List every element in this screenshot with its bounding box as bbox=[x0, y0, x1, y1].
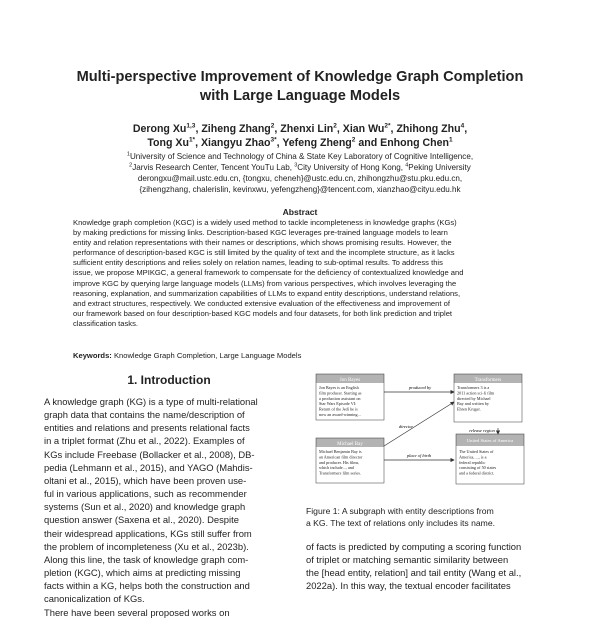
relation-label-release-region: release region bbox=[469, 428, 495, 433]
node-desc-line: which include..., and bbox=[319, 465, 354, 471]
paper-title-line-1: Multi-perspective Improvement of Knowledge Graph Completion bbox=[76, 69, 524, 85]
body-text-line: ful in various applications, such as recommender bbox=[44, 488, 247, 500]
node-desc-line: directed by Michael bbox=[457, 395, 491, 401]
abstract-line: our framework based on four description-based KGC models and four datasets, for both link prediction and triplet bbox=[73, 308, 453, 318]
body-text-line: their widespread applications, KGs still suffer from bbox=[44, 527, 252, 539]
node-desc-line: Bay and written by bbox=[457, 401, 489, 407]
node-desc-line: Ehren Kruger. bbox=[457, 406, 481, 412]
author-name: Ziheng Zhang$^2$, bbox=[201, 122, 281, 135]
node-desc-line: federal republic bbox=[459, 459, 486, 465]
body-text-line: Along this line, the task of knowledge graph com- bbox=[44, 553, 249, 565]
caption-line: Figure 1: A subgraph with entity descriptions from bbox=[306, 506, 494, 516]
abstract-line: performance of description-based KGC is still limited by the quality of text and the incomplete structure, as it lacks bbox=[73, 248, 455, 258]
node-desc-line: and producer. His films, bbox=[319, 459, 360, 465]
intro-right-column bbox=[306, 540, 556, 593]
author-name: Derong Xu$^{1,3}$, bbox=[132, 122, 202, 135]
keywords-label: Keywords: bbox=[73, 351, 112, 360]
node-desc-line: a production assistant on bbox=[319, 395, 361, 401]
relation-label-produced-by: produced by bbox=[408, 385, 432, 390]
node-header: United States of America bbox=[466, 438, 514, 443]
body-text-line: pedia (Lehmann et al., 2015), and YAGO (Mahdis- bbox=[44, 461, 253, 473]
section-heading: 1. Introduction bbox=[127, 373, 211, 387]
body-text-line: pletion (KGC), which aims at predicting missing bbox=[44, 567, 241, 579]
node-united-states bbox=[456, 434, 524, 484]
node-desc-line: now an award-winning... bbox=[319, 412, 361, 417]
body-text-line: systems (Sun et al., 2020) and knowledge graph bbox=[44, 501, 246, 513]
node-header: Transformers bbox=[474, 378, 502, 383]
caption-line: a KG. The text of relations only includes its name. bbox=[306, 518, 495, 528]
affiliation-line-1: $^1$University of Science and Technology of China & State Key Laboratory of Cognitive Intelligence, bbox=[126, 151, 474, 161]
abstract-line: improve KGC by querying large language models (LLMs) from various perspectives, which involves leveraging the bbox=[73, 278, 457, 288]
abstract-line: sufficient entity descriptions and relies solely on relation names, leading to sub-optimal results. To address this bbox=[73, 258, 443, 268]
node-header: Jon Bayes bbox=[339, 378, 361, 383]
node-desc-line: The United States of bbox=[459, 449, 494, 454]
edge-director bbox=[384, 402, 454, 446]
body-text-line: graph data that contains the name/description of bbox=[44, 409, 245, 421]
abstract-body bbox=[73, 218, 529, 329]
body-text-line: KGs include Freebase (Bollacker et al., 2008), DB- bbox=[44, 448, 255, 460]
abstract-line: and extract structures, respectively. We conducted extensive evaluation of the effectiveness and improvement of bbox=[73, 298, 450, 308]
body-text-line: question answer (Saxena et al., 2020). Despite bbox=[44, 514, 239, 526]
node-jon-bayes bbox=[316, 374, 384, 420]
paper-title bbox=[40, 68, 560, 106]
abstract-line: entity and relation representations with their names or descriptions, which shows promising results. However, the bbox=[73, 238, 452, 248]
affiliation-line-2: $^2$Jarvis Research Center, Tencent YouTu Lab, $^3$City University of Hong Kong, $^4$Peking University bbox=[129, 162, 471, 172]
author-name: Xian $Wu^{2*}$, bbox=[342, 122, 397, 135]
abstract-line: reasoning, explanation, and summarization capabilities of LLMs to expand entity descriptions, understand relations, bbox=[73, 288, 461, 298]
paper-title-line-2: with Large Language Models bbox=[199, 88, 401, 104]
body-text-line: of facts is predicted by computing a scoring function bbox=[306, 541, 522, 552]
body-text-line: oltani et al., 2015), which have been proven use- bbox=[44, 474, 247, 486]
node-desc-lines bbox=[319, 385, 362, 417]
node-desc-lines bbox=[457, 385, 495, 412]
node-desc-lines bbox=[459, 449, 496, 476]
node-desc-line: Jon Bayes is an English bbox=[319, 385, 359, 390]
node-desc-line: film producer. Starting as bbox=[319, 390, 362, 396]
body-text-line: facts within a KG, helps both the construction and bbox=[44, 580, 250, 592]
body-text-line: in a triplet format (Zhu et al., 2022). Examples of bbox=[44, 435, 245, 447]
node-desc-lines bbox=[319, 449, 363, 476]
author-list bbox=[40, 122, 560, 150]
abstract-line: Knowledge graph completion (KGC) is a widely used method to tackle incompleteness in knowledge graphs (KGs) bbox=[73, 218, 457, 227]
body-text-line: 2022a). In this way, the textual encoder facilitates bbox=[306, 580, 511, 592]
author-name: Enhong Chen$^1$ bbox=[380, 136, 453, 149]
node-desc-line: and a federal district. bbox=[459, 470, 495, 476]
body-text-line: entities and relations and presents relational facts bbox=[44, 422, 250, 434]
author-line-2 bbox=[40, 136, 560, 150]
body-text-line: of triplet or matching semantic similarity between bbox=[306, 554, 509, 566]
body-text-line: A knowledge graph (KG) is a type of multi-relational bbox=[44, 396, 258, 407]
node-michael-bay bbox=[316, 438, 384, 483]
figure-caption bbox=[306, 505, 556, 529]
body-text-line: There have been several proposed works on bbox=[44, 606, 230, 618]
author-name: Yefeng Zheng$^2$ and bbox=[282, 136, 381, 149]
author-name: Tong $Xu^{1*}$, bbox=[147, 136, 201, 149]
body-text-line: the [head entity, relation] and tail entity (Wang et al., bbox=[306, 567, 522, 579]
author-name: Zhihong Zhu$^4$, bbox=[396, 122, 468, 135]
relation-label-place-of-birth: place of birth bbox=[406, 453, 432, 458]
relation-label-director: director bbox=[398, 424, 414, 429]
author-name: Zhenxi Lin$^2$, bbox=[280, 122, 343, 135]
node-desc-line: Return of the Jedi he is bbox=[319, 406, 358, 412]
author-name: Xiangyu Zhao$^{3*}$, bbox=[200, 136, 283, 149]
author-line-1 bbox=[40, 122, 560, 136]
keywords-text: Knowledge Graph Completion, Large Language Models bbox=[111, 351, 302, 360]
figure-1-kg-subgraph bbox=[306, 368, 556, 498]
keywords bbox=[73, 351, 301, 360]
abstract-line: by making predictions for missing links. Description-based KGC leverages pre-trained language models to learn bbox=[73, 228, 448, 238]
abstract-heading: Abstract bbox=[282, 207, 318, 217]
body-text-line: the problem of incompleteness (Xu et al., 2023b). bbox=[44, 540, 249, 552]
affiliations bbox=[40, 151, 560, 195]
node-desc-line: an American film director bbox=[319, 454, 363, 460]
email-line-1: derongxu@mail.ustc.edu.cn, {tongxu, cheneh}@ustc.edu.cn, zhihongzhu@stu.pku.edu.cn, bbox=[137, 174, 463, 183]
intro-left-column bbox=[44, 395, 294, 619]
email-line-2: {zihengzhang, chalerislin, kevinxwu, yefengzheng}@tencent.com, xianzhao@cityu.edu.hk bbox=[139, 185, 461, 194]
abstract-line: issue, we propose MPIKGC, a general framework to compensate for the deficiency of contextualized knowledge and bbox=[73, 268, 464, 278]
node-header: Michael Bay bbox=[337, 442, 363, 447]
node-desc-line: Michael Benjamin Bay is bbox=[319, 449, 362, 454]
node-desc-line: Transformers 3 is a bbox=[457, 385, 490, 390]
node-desc-line: Star Wars Episode VI: bbox=[319, 401, 357, 407]
abstract-line: classification tasks. bbox=[73, 318, 138, 328]
node-transformers bbox=[454, 374, 522, 422]
node-desc-line: 2011 action sci-fi film bbox=[457, 390, 495, 396]
node-desc-line: Transformers film series. bbox=[319, 470, 362, 476]
node-desc-line: America, ..., is a bbox=[459, 454, 487, 460]
node-desc-line: consisting of 50 states bbox=[459, 465, 497, 471]
body-text-line: canonicalization of KGs. bbox=[44, 593, 145, 605]
